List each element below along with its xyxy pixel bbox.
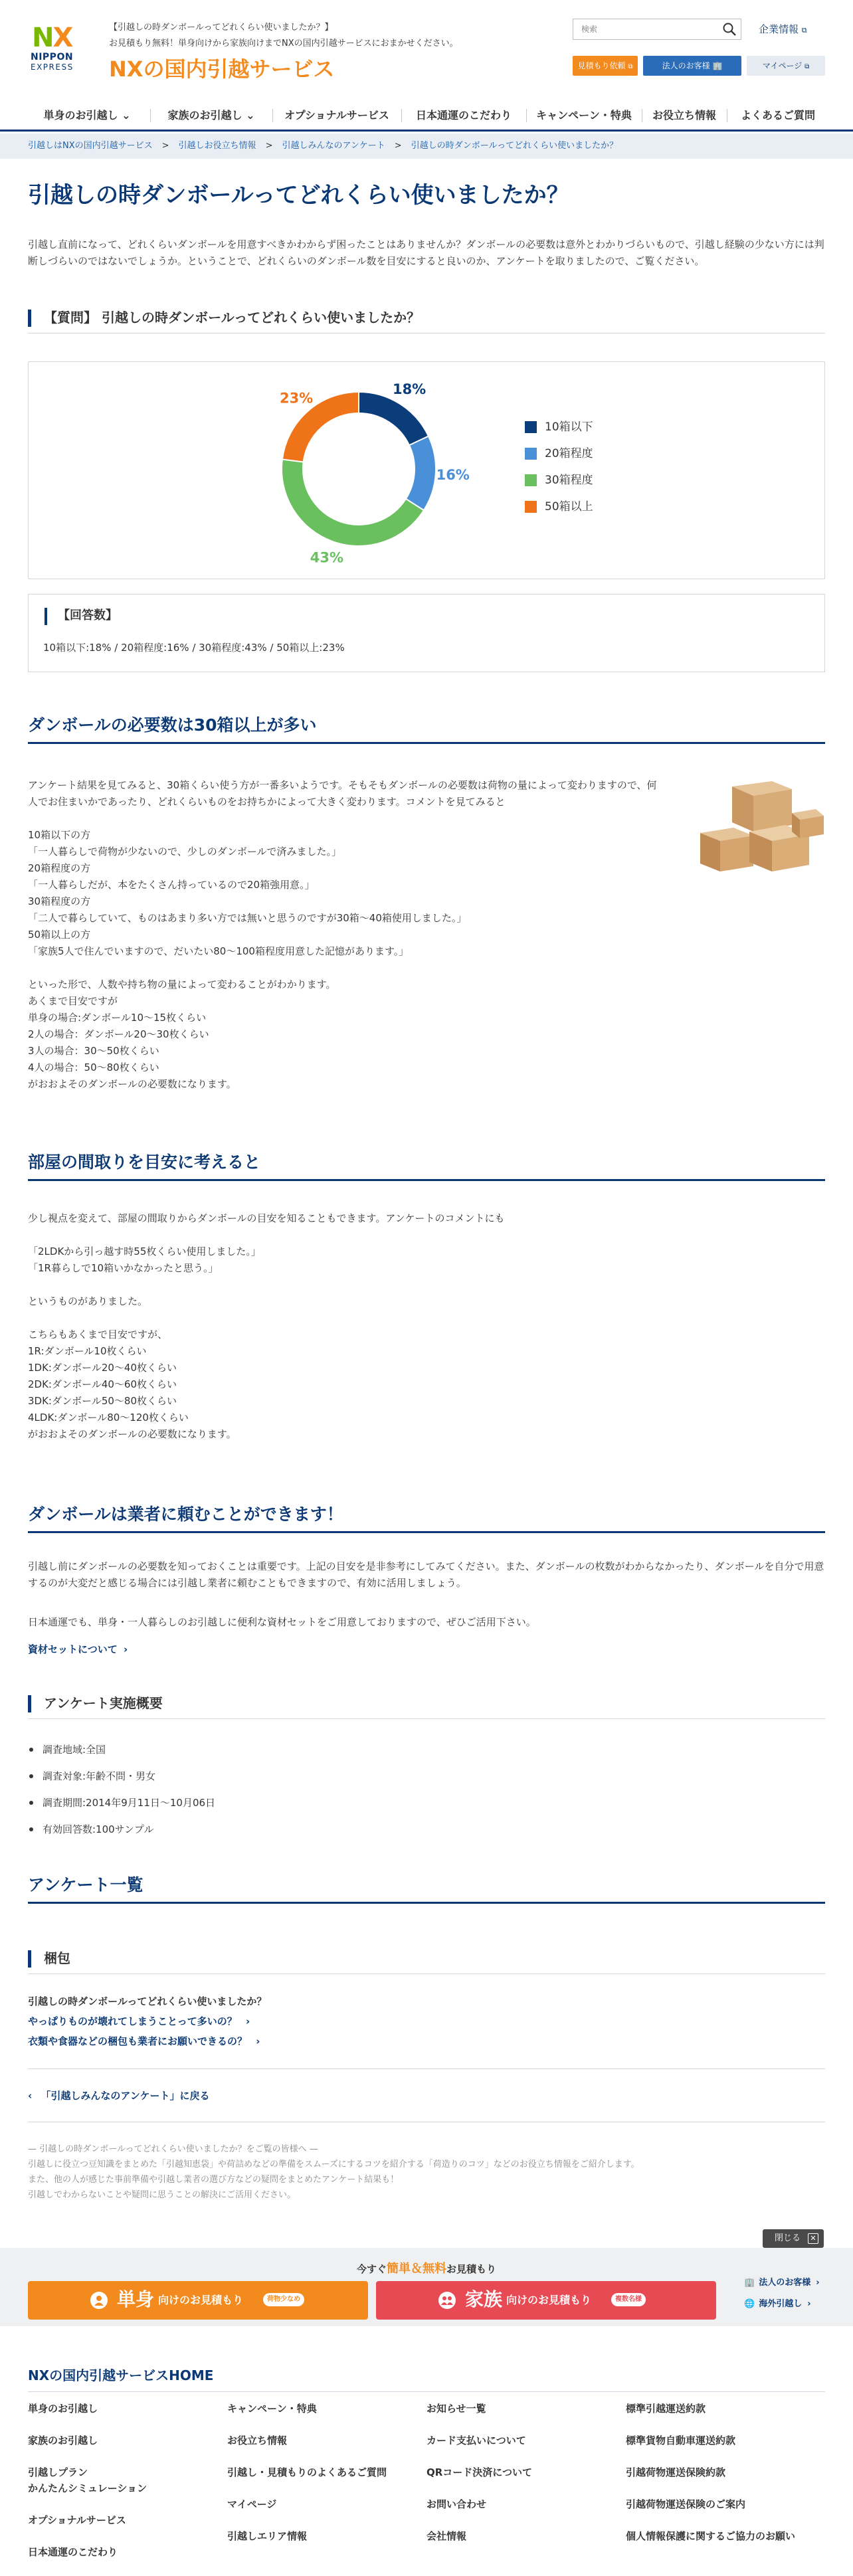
cta-head-pre: 今すぐ [356,2263,387,2275]
nav-divider [401,109,402,122]
section-heading [28,1147,825,1181]
close-cta-label: 閉じる [775,2233,801,2243]
person-icon [90,2292,108,2309]
heading-bar [28,1950,31,1968]
building-icon: 🏢 [744,2278,755,2288]
chevron-right-icon: › [245,2015,250,2027]
note-line: 引越しでわからないことや疑問に思うことの解決にご活用ください。 [28,2190,296,2200]
family-quote-big: 家族 [465,2288,503,2310]
breadcrumb-item[interactable]: 引越しみんなのアンケート [282,141,385,151]
overview-item: 調査地域:全国 [28,1736,559,1763]
section-2-body: 少し視点を変えて、部屋の間取りからダンボールの目安を知ることもできます。アンケートのコメントにも 「2LDKから引っ越す時55枚くらい使用しました。」 「1R暮らしで10箱いかなかったと思う。」 というものがありました。 こちらもあくまで目安ですが、 1R:ダンボール10枚くらい 1DK:ダンボール20〜40枚くらい 2DK:ダンボール40〜60枚くらい 3DK:ダンボール50〜80枚くらい 4LDK:ダンボール80〜120枚くらい がおおよそのダンボールの必要数になります。 [28,1212,505,1440]
breadcrumb [0,134,853,159]
donut-value-label: 18% [392,381,427,398]
mypage-label: マイページ [762,61,803,70]
footer-link[interactable]: 個人情報保護に関するご協力のお願い [626,2530,796,2542]
footer-link[interactable]: 単身のお引越し [28,2403,98,2415]
answer-count-box [28,594,825,672]
breadcrumb-current: 引越しの時ダンボールってどれくらい使いましたか？ [411,141,618,151]
legend-swatch [525,474,537,486]
heading-bar [28,1695,31,1712]
corporate-customer-button[interactable] [643,56,741,76]
legend-label: 20箱程度 [545,447,593,460]
close-icon: ✕ [808,2233,818,2244]
nav-item-optional[interactable]: オプショナルサービス [284,109,389,122]
footer-link[interactable]: お知らせ一覧 [427,2403,486,2415]
overview-list [28,1736,559,1843]
donut-value-label: 43% [310,549,344,566]
survey-list-item-label: やっぱりものが壊れてしまうことって多いの？ [28,2015,237,2027]
survey-list-item[interactable] [28,2013,250,2030]
materials-set-link[interactable] [28,1641,128,1658]
overseas-moving-label: 海外引越し [759,2299,803,2309]
chevron-right-icon: › [123,1643,128,1655]
corporate-info-label: 企業情報 [759,23,799,35]
external-link-icon: ⧉ [805,63,810,70]
search-icon[interactable] [722,22,737,37]
section-heading [28,709,825,744]
external-link-icon: ⧉ [801,26,807,35]
section-heading-text: アンケート一覧 [28,1875,143,1894]
footer-link[interactable]: 引越し・見積もりのよくあるご質問 [227,2466,387,2478]
quote-request-button[interactable] [573,56,638,76]
nav-item-single[interactable]: 単身のお引越し ⌄ [43,109,131,122]
question-heading [28,304,825,333]
closing-note [28,2142,825,2203]
quote-cta-bar [0,2248,853,2326]
overview-heading-text: アンケート実施概要 [44,1695,163,1711]
section-heading [28,1499,825,1533]
footer-link[interactable]: 家族のお引越し [28,2435,98,2446]
chevron-right-icon: › [816,2278,820,2288]
donut-value-label: 16% [436,466,470,483]
single-quote-button[interactable] [28,2281,368,2320]
footer-link[interactable]: QRコード決済について [427,2466,533,2478]
quote-request-label: 見積もり依頼 [577,61,626,70]
site-header [0,0,853,100]
footer-link[interactable]: 引越荷物運送保険約款 [626,2466,726,2478]
footer-link[interactable]: 会社情報 [427,2530,467,2542]
search-box [573,19,741,40]
footer-column-1 [28,2401,221,2576]
tagline-line-1: 【引越しの時ダンボールってどれくらい使いましたか？】 [109,23,333,33]
family-quote-button[interactable] [376,2281,716,2320]
mypage-button[interactable] [747,56,825,76]
legend-swatch [525,501,537,513]
footer-column-3 [427,2401,619,2560]
materials-set-label: 資材セットについて [28,1643,118,1655]
donut-chart [259,369,470,569]
overview-heading [28,1690,825,1719]
chevron-right-icon: › [807,2299,811,2309]
section-heading-text: 部屋の間取りを目安に考えると [28,1152,261,1172]
globe-icon: 🌐 [744,2299,755,2309]
cta-head-post: お見積もり [446,2263,497,2275]
building-icon: 🏢 [712,61,723,70]
corporate-customer-link[interactable] [744,2276,820,2290]
survey-list-item-current: 引越しの時ダンボールってどれくらい使いましたか？ [28,1995,267,2007]
answer-count-title: 【回答数】 [58,608,118,622]
section-3-body: 引越し前にダンボールの必要数を知っておくことは重要です。上記の目安を是非参考にしてみてください。また、ダンボールの枚数がわからなかったり、ダンボールを自分で用意するのが大変だと感じる場合には引越し業者に頼むこともできますので、有効に活用しましょう。 [28,1560,824,1589]
overview-item: 調査期間:2014年9月11日〜10月06日 [28,1790,559,1816]
family-quote-badge: 複数名様 [611,2293,646,2306]
survey-list-item-label: 衣類や食器などの梱包も業者にお願いできるの？ [28,2035,248,2047]
survey-list-item[interactable] [28,2033,260,2050]
chevron-left-icon: ‹ [28,2090,33,2102]
footer-link[interactable]: 引越しエリア情報 [227,2530,308,2542]
page-title: 引越しの時ダンボールってどれくらい使いましたか？ [28,182,569,209]
footer-column-2 [227,2401,420,2560]
footer-link[interactable]: 引越荷物運送保険のご案内 [626,2498,746,2510]
single-quote-big: 単身 [117,2288,155,2310]
breadcrumb-separator-icon: > [394,141,402,151]
nav-item-campaign[interactable]: キャンペーン・特典 [536,109,632,122]
section-heading-text: ダンボールの必要数は30箱以上が多い [28,715,317,735]
breadcrumb-separator-icon: > [161,141,169,151]
back-to-survey-label: 「引越しみんなのアンケート」に戻る [41,2090,210,2102]
legend-swatch [525,421,537,433]
family-icon [438,2292,456,2309]
nav-item-faq[interactable]: よくあるご質問 [740,109,815,122]
donut-value-label: 23% [279,390,314,407]
cta-head-free: 無料 [423,2262,446,2276]
header-tagline [109,20,561,52]
breadcrumb-item[interactable]: 引越しお役立ち情報 [178,141,256,151]
legend-swatch [525,448,537,460]
section-heading-text: ダンボールは業者に頼むことができます！ [28,1505,343,1524]
note-line: — 引越しの時ダンボールってどれくらい使いましたか？をご覧の皆様へ — [28,2144,318,2154]
packing-heading [28,1945,825,1974]
footer-link[interactable]: お問い合わせ [427,2498,487,2510]
legend-label: 50箱以上 [545,500,593,513]
section-heading [28,1869,825,1904]
donut-slice [406,436,436,511]
heading-bar [45,608,47,625]
note-line: 引越しに役立つ豆知識をまとめた「引越知恵袋」や荷詰めなどの準備をスムーズにするコツを紹介する「荷造りのコツ」などのお役立ち情報をご紹介します。 [28,2160,640,2169]
logo-name: NIPPON [31,52,74,62]
overseas-moving-link[interactable] [744,2297,811,2312]
footer-link[interactable]: オプショナルサービス [28,2514,126,2526]
cta-head-easy: 簡単 [387,2262,411,2276]
search-input[interactable] [573,19,713,39]
section-1-body: アンケート結果を見てみると、30箱くらい使う方が一番多いようです。そもそもダンボールの必要数は荷物の量によって変わりますので、何人でお住まいかであったり、どれくらいものをお持ちかによって大きく変わります。コメントを見てみると 10箱以下の方 「一人暮らしで荷物が少ないので、少しのダンボールで済みました。」 20箱程度の方 「一人暮らしだが、本をたくさん持っているので20箱強用意。」 30箱程度の方 「二人で暮らしていて、ものはあまり多い方では無いと思うのですが30箱〜40箱使用しました。」 50箱以上の方 「家族5人で住んでいますので、だいたい80〜100箱程度用意した記憶があります。」 といった形で、人数や持ち物の量によって変わることがわかります。 あくまで目安ですが 単身の場合:ダンボール10〜15枚くらい 2人の場合：ダンボール20〜30枚くらい 3人の場合：30〜50枚くらい 4人の場合：50〜80枚くらい がおおよそのダンボールの必要数になります。 [28,779,657,1090]
heading-bar [28,310,31,327]
tagline-line-2: お見積もり無料！単身向けから家族向けまでNXの国内引越サービスにおまかせください。 [109,39,458,48]
corporate-customer-label: 法人のお客様 [662,61,710,70]
note-line: また、他の人が感じた事前準備や引越し業者の選び方などの疑問をまとめたアンケート結果も！ [28,2175,399,2185]
legend-label: 30箱程度 [545,474,593,487]
nav-divider [526,109,527,122]
family-quote-small: 向けのお見積もり [506,2294,592,2306]
question-heading-text: 【質問】 引越しの時ダンボールってどれくらい使いましたか？ [44,310,421,325]
nav-divider [150,109,151,122]
donut-slice [282,459,424,546]
nav-item-family[interactable]: 家族のお引越し ⌄ [167,109,255,122]
global-nav [0,100,853,132]
site-title[interactable]: NXの国内引越サービス [109,56,335,82]
breadcrumb-item[interactable]: 引越しはNXの国内引越サービス [28,141,153,151]
nav-item-commitment[interactable]: 日本通運のこだわり [415,109,512,122]
corporate-info-link[interactable] [759,23,807,37]
footer-link[interactable]: マイページ [227,2498,277,2510]
footer-divider [28,2391,825,2392]
legend-label: 10箱以下 [545,420,593,434]
nav-divider [272,109,273,122]
breadcrumb-separator-icon: > [265,141,273,151]
footer-column-4 [626,2401,818,2560]
cardboard-boxes-image [692,775,825,874]
overview-item: 調査対象:年齢不問・男女 [28,1763,559,1790]
logo-sub: EXPRESS [31,62,74,72]
footer-link[interactable]: 日本通運のこだわり [28,2546,118,2558]
footer-link[interactable]: カード支払いについて [427,2435,526,2446]
external-link-icon: ⧉ [628,63,633,70]
nav-item-useful-info[interactable]: お役立ち情報 [652,109,716,122]
footer-home-link[interactable]: NXの国内引越サービスHOME [28,2367,214,2383]
footer-link[interactable]: お役立ち情報 [227,2435,288,2446]
back-to-survey-link[interactable] [28,2087,210,2104]
answer-count-body: 10箱以下:18% / 20箱程度:16% / 30箱程度:43% / 50箱以上:23% [43,642,345,654]
donut-slice [359,392,428,445]
footer-link[interactable]: キャンペーン・特典 [227,2403,317,2415]
corporate-customer-link-label: 法人のお客様 [759,2278,811,2288]
footer-link[interactable]: 標準貨物自動車運送約款 [626,2435,736,2446]
footer-link[interactable]: 標準引越運送約款 [626,2403,706,2415]
overview-item: 有効回答数:100サンプル [28,1816,559,1843]
close-cta-button[interactable] [763,2229,824,2248]
single-quote-badge: 荷物少なめ [263,2293,304,2306]
cta-head-amp: ＆ [411,2262,423,2276]
packing-heading-text: 梱包 [44,1950,70,1966]
single-quote-small: 向けのお見積もり [158,2294,244,2306]
section-3-note: 日本通運でも、単身・一人暮らしのお引越しに便利な資材セットをご用意しておりますので、ぜひご活用下さい。 [28,1616,536,1628]
intro-text: 引越し直前になって、どれくらいダンボールを用意すべきかわからず困ったことはありませんか？ダンボールの必要数は意外とわかりづらいもので、引越し経験の少ない方には判断しづらいのではないでしょうか。ということで、どれくらいのダンボール数を目安にすると良いのか、アンケートを取りましたので、ご覧ください。 [28,238,824,267]
footer-link[interactable]: 引越しプラン かんたんシミュレーション [28,2466,147,2494]
chevron-right-icon: › [256,2035,260,2047]
nippon-express-logo[interactable] [28,24,92,73]
cta-headline [0,2261,853,2277]
logo-mark: NX [32,23,72,53]
